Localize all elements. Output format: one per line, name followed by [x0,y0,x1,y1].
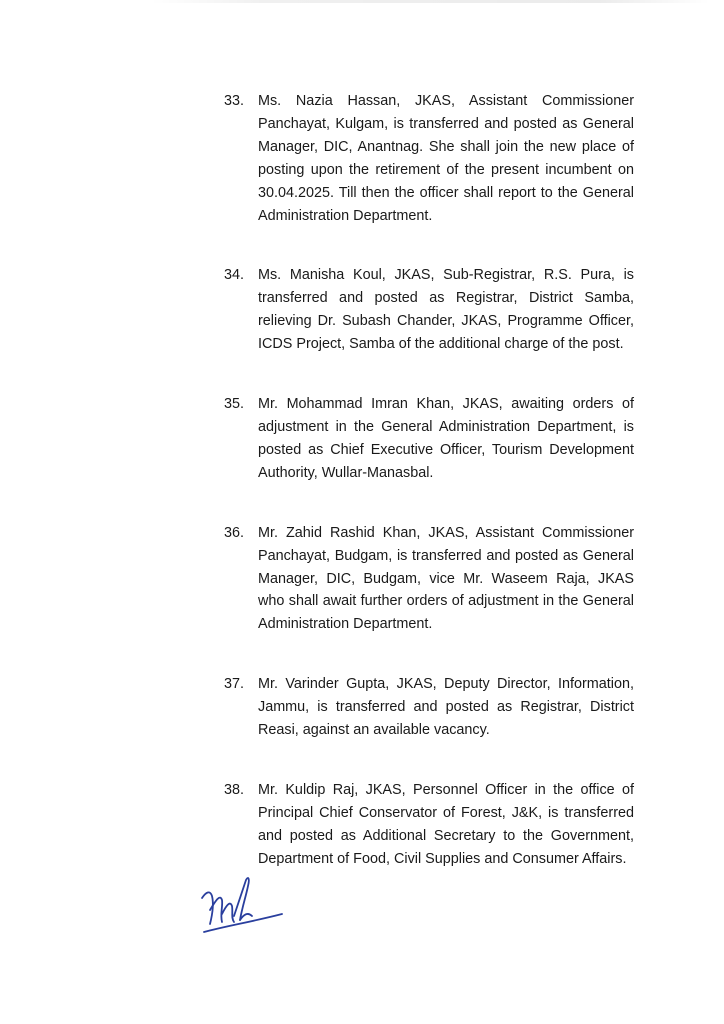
order-item-37 [224,673,634,742]
item-number: 33. [224,93,245,109]
item-number: 38. [224,781,245,798]
item-number: 35. [224,396,245,413]
item-text: Mr. Varinder Gupta, JKAS, Deputy Director, Information, Jammu, is transferred and posted as Registrar, District Reasi, against an available vacancy. [258,676,634,739]
item-text: Ms. Manisha Koul, JKAS, Sub-Registrar, R.S. Pura, is transferred and posted as Registrar, District Samba, relieving Dr. Subash Chander, JKAS, Programme Officer, ICDS Project, Samba of the additional charge of the post. [258,267,634,353]
item-text: Mr. Mohammad Imran Khan, JKAS, awaiting orders of adjustment in the General Administration Department, is posted as Chief Executive Officer, Tourism Development Authority, Wullar-Manasbal. [258,396,634,481]
signature-icon [196,870,286,940]
page-top-edge [150,0,710,3]
order-item-38 [224,779,634,871]
order-items-list [224,90,634,871]
item-text: Mr. Zahid Rashid Khan, JKAS, Assistant Commissioner Panchayat, Budgam, is transferred and posted as General Manager, DIC, Budgam, vice Mr. Waseem Raja, JKAS who shall await further orders of adjustment in the General Administration Department. [258,524,634,633]
item-number: 37. [224,676,245,693]
order-item-36 [224,522,634,637]
order-item-34 [224,264,634,356]
item-number: 34. [224,267,245,284]
order-item-35 [224,393,634,485]
item-number: 36. [224,524,245,541]
order-item-33 [224,90,634,227]
item-text: Mr. Kuldip Raj, JKAS, Personnel Officer in the office of Principal Chief Conservator of Forest, J&K, is transferred and posted as Additional Secretary to the Government, Department of Food, Civil Supplies and Consumer Affairs. [258,781,634,867]
item-text: Ms. Nazia Hassan, JKAS, Assistant Commissioner Panchayat, Kulgam, is transferred and posted as General Manager, DIC, Anantnag. She shall join the new place of posting upon the retirement of the present incumbent on 30.04.2025. Till then the officer shall report to the General Administration Department. [258,93,634,224]
